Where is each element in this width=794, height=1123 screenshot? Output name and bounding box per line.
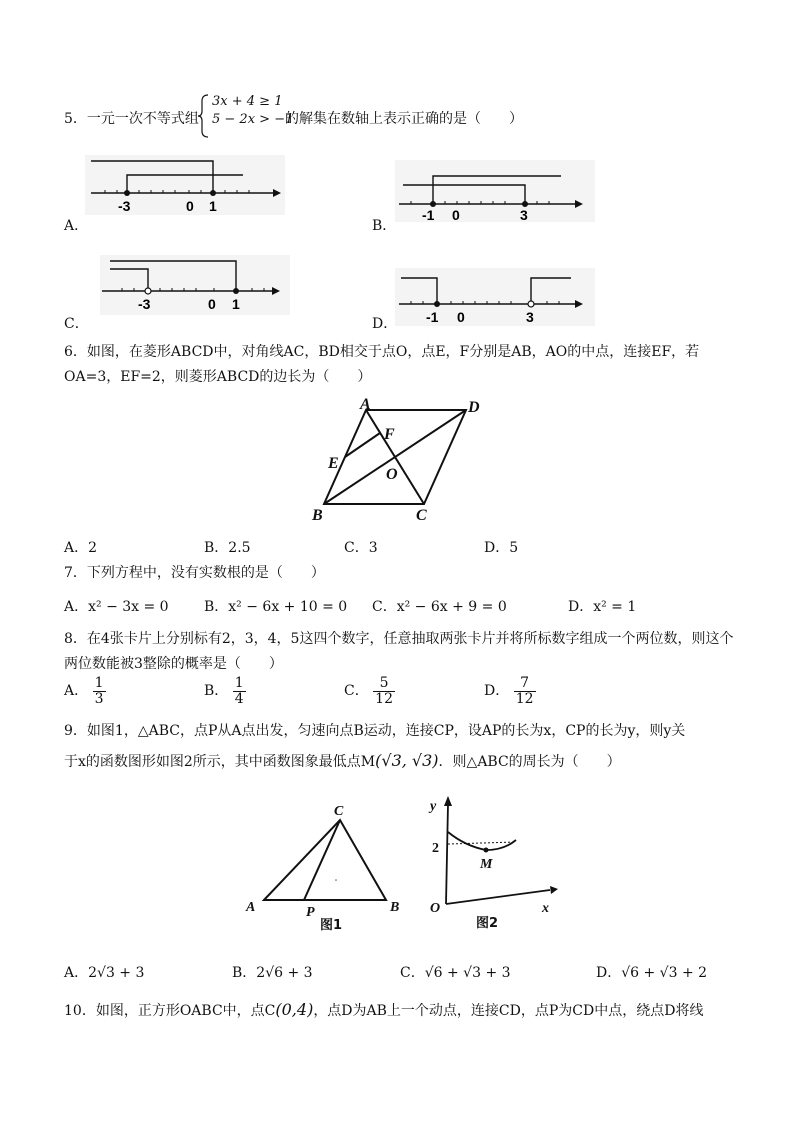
q5-d-tick-1: -1 [426, 309, 439, 325]
q8-option-b[interactable] [204, 676, 246, 706]
q9-option-b[interactable]: B．2√6 + 3 [232, 965, 313, 981]
q5-stem-post: 的解集在数轴上表示正确的是（ ） [285, 111, 523, 127]
q8-line1: 8．在4张卡片上分别标有2，3，4，5这四个数字，任意抽取两张卡片并将所标数字组成一个两位数，则这个 [64, 631, 734, 647]
q9-fig2-caption: 图2 [476, 916, 499, 931]
q7-option-b[interactable]: B．x² − 6x + 10 = 0 [204, 599, 348, 615]
q8-option-c-fraction: $\frac{5}{12}$ [375, 675, 393, 707]
q9-fig1-point-b: B [390, 900, 400, 915]
q5-option-c-numberline[interactable] [100, 255, 290, 315]
q9-figure1-triangle [240, 800, 410, 940]
q10-line1 [64, 1000, 703, 1020]
q9-line2-post: ．则△ABC的周长为（ ） [438, 754, 621, 770]
q8-option-d-fraction: $\frac{7}{12}$ [515, 675, 534, 707]
q5-option-a-label[interactable]: A． [64, 218, 89, 234]
q6-option-a[interactable]: A．2 [64, 540, 98, 556]
q5-option-d-numberline[interactable] [395, 268, 595, 326]
q5-option-b-numberline[interactable] [395, 160, 595, 222]
q9-option-a[interactable]: A．2√3 + 3 [64, 965, 145, 981]
q9-fig2-label-2: 2 [432, 841, 439, 856]
q6-point-a: A [360, 396, 371, 413]
q10-point-c-coords: (0,4) [275, 1000, 314, 1019]
q5-a-tick-2: 0 [186, 198, 194, 214]
q8-option-c[interactable] [344, 676, 395, 706]
q5-d-tick-2: 0 [457, 309, 465, 325]
q6-point-e: E [328, 455, 339, 472]
q6-point-b: B [312, 507, 323, 524]
q5-a-tick-3: 1 [209, 198, 217, 214]
q10-line1-post: ，点D为AB上一个动点，连接CD，点P为CD中点，绕点D将线 [313, 1003, 704, 1019]
q6-option-d[interactable]: D．5 [484, 540, 519, 556]
q5-c-tick-1: -3 [138, 296, 151, 312]
q7-option-d[interactable]: D．x² = 1 [568, 599, 637, 615]
q9-fig2-axis-x: x [542, 901, 549, 916]
q8-option-d-letter: D． [484, 683, 510, 700]
q9-fig2-origin: O [430, 901, 441, 916]
q5-stem [64, 108, 199, 128]
q8-option-a-letter: A． [64, 683, 89, 700]
q7-stem: 7．下列方程中，没有实数根的是（ ） [64, 565, 325, 581]
q9-figure2-graph [420, 790, 560, 940]
q5-system [197, 93, 211, 143]
q9-option-d[interactable]: D．√6 + √3 + 2 [596, 965, 708, 981]
q6-line1: 6．如图，在菱形ABCD中，对角线AC，BD相交于点O，点E，F分别是AB，AO的中点，连接EF，若 [64, 344, 700, 360]
q5-b-tick-3: 3 [520, 207, 528, 222]
q8-option-b-fraction: $\frac{1}{4}$ [234, 675, 244, 707]
q9-fig1-point-c: C [334, 804, 344, 819]
q5-c-tick-2: 0 [208, 296, 216, 312]
q7-option-a[interactable]: A．x² − 3x = 0 [64, 599, 169, 615]
q6-point-o: O [386, 466, 398, 483]
q6-line2: OA=3，EF=2，则菱形ABCD的边长为（ ） [64, 369, 372, 385]
q10-line1-pre: 10．如图，正方形OABC中，点C [64, 1003, 276, 1019]
q5-c-tick-3: 1 [232, 296, 240, 312]
q5-option-c-label[interactable]: C． [64, 316, 89, 332]
q9-line1: 9．如图1，△ABC，点P从A点出发，匀速向点B运动，连接CP，设AP的长为x，CP的长为y，则y关 [64, 723, 686, 739]
q9-line2 [64, 751, 621, 771]
q5-d-tick-3: 3 [526, 309, 534, 325]
q6-point-f: F [384, 426, 395, 443]
q5-stem-pre: 5．一元一次不等式组 [64, 111, 199, 127]
q5-b-tick-1: -1 [422, 207, 435, 222]
q9-fig1-point-p: P [306, 905, 315, 920]
q8-option-a[interactable] [64, 676, 106, 706]
q8-option-c-letter: C． [344, 683, 369, 700]
q8-option-d[interactable] [484, 676, 536, 706]
q9-line2-pre: 于x的函数图形如图2所示，其中函数图象最低点M [64, 754, 376, 770]
q5-a-tick-1: -3 [118, 198, 131, 214]
q9-fig2-point-m: M [480, 857, 493, 872]
q6-point-c: C [416, 507, 427, 524]
q8-option-b-letter: B． [204, 683, 229, 700]
q9-fig1-point-a: A [246, 900, 256, 915]
q7-option-c[interactable]: C．x² − 6x + 9 = 0 [372, 599, 507, 615]
brace-icon [197, 93, 211, 139]
q9-point-m-coords: (√3, √3) [375, 751, 439, 770]
q5-option-b-label[interactable]: B． [372, 218, 397, 234]
q6-rhombus-figure [300, 392, 500, 527]
q6-option-b[interactable]: B．2.5 [204, 540, 251, 556]
q8-option-a-fraction: $\frac{1}{3}$ [94, 675, 104, 707]
q9-option-c[interactable]: C．√6 + √3 + 3 [400, 965, 511, 981]
q9-fig2-axis-y: y [430, 799, 437, 814]
q5-ineq2: 5 − 2x > −1 [212, 112, 294, 127]
q9-fig1-caption: 图1 [320, 918, 343, 933]
q5-b-tick-2: 0 [452, 207, 460, 222]
q5-ineq1: 3x + 4 ≥ 1 [212, 94, 283, 109]
q5-option-a-numberline[interactable] [85, 155, 285, 215]
q5-ineqs [212, 93, 293, 129]
q6-point-d: D [468, 399, 480, 416]
q8-line2: 两位数能被3整除的概率是（ ） [64, 656, 283, 672]
q5-option-d-label[interactable]: D． [372, 316, 398, 332]
q6-option-c[interactable]: C．3 [344, 540, 378, 556]
